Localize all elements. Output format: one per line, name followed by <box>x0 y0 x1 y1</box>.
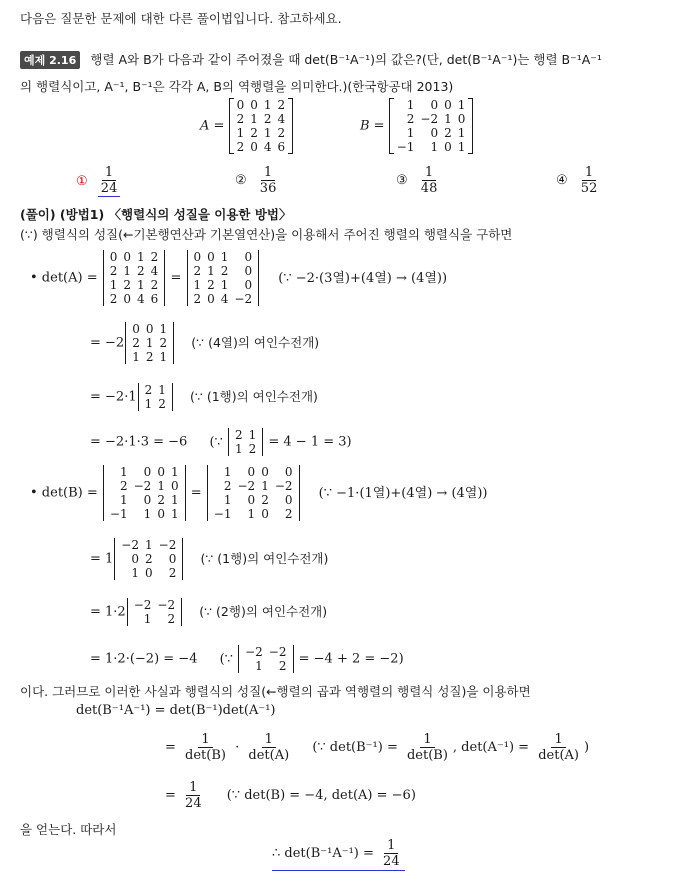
matrix-cell: 1 <box>247 507 256 521</box>
matrix-cell: 2 <box>207 278 215 292</box>
matrix-row <box>232 428 259 442</box>
choice-4-den: 52 <box>580 181 598 196</box>
final-num: 1 <box>384 838 398 854</box>
matrix-cell: 2 <box>278 659 287 673</box>
matrix-cell: 1 <box>220 278 229 292</box>
matrix-cell: 0 <box>261 507 269 521</box>
matrix-cell: 2 <box>132 336 140 350</box>
matrix-row <box>129 336 170 350</box>
matrix-cell: 2 <box>220 264 229 278</box>
matrix-cell: 2 <box>123 278 132 292</box>
matrix-row <box>131 612 178 626</box>
matrix-cell: 2 <box>284 507 293 521</box>
matrix-cell: 2 <box>137 264 145 278</box>
matrix-row <box>129 322 170 336</box>
matrix-cell: 1 <box>250 112 258 126</box>
matrix-cell: −2 <box>121 538 139 552</box>
matrix-cell: 2 <box>193 292 202 306</box>
eq3-note: (∵ det(B) = −4, det(A) = −6) <box>226 788 416 803</box>
matrix-cell: 1 <box>223 465 232 479</box>
example-badge: 예제 2.16 <box>20 51 80 69</box>
eq2-f1-num: 1 <box>198 732 212 748</box>
eq2-note-c: ) <box>583 740 590 755</box>
matrix-row <box>234 112 289 126</box>
matrix-B-label: B = <box>360 118 385 134</box>
detB-step4: = 1·2·(−2) = −4 <box>90 651 198 667</box>
detB-matrix-1 <box>102 465 187 521</box>
matrix-cell: 0 <box>247 465 256 479</box>
matrix-cell: 1 <box>119 465 128 479</box>
final-prefix: ∴ det(B⁻¹A⁻¹) = <box>272 846 374 861</box>
detB-note-1: (∵ −1·(1열)+(4열) → (4열)) <box>318 485 488 501</box>
matrix-cell: 1 <box>255 659 263 673</box>
matrix-row <box>211 465 296 479</box>
matrix-B-block <box>360 98 473 154</box>
choice-2-mark: ② <box>235 173 247 188</box>
detB-line-3 <box>90 598 327 626</box>
matrix-cell: 1 <box>143 612 152 626</box>
matrix-cell: 2 <box>145 350 154 364</box>
obtain-line: 을 얻는다. 따라서 <box>20 822 117 837</box>
matrix-cell: 0 <box>261 465 269 479</box>
matrix-cell: −2 <box>274 479 293 493</box>
matrix-cell: 0 <box>170 479 179 493</box>
matrix-cell: −2 <box>237 479 256 493</box>
matrix-cell: 6 <box>150 292 159 306</box>
matrix-cell: 1 <box>234 442 243 456</box>
detB-step2-prefix: = 1 <box>90 551 114 567</box>
matrix-row <box>191 250 256 264</box>
matrix-cell: 0 <box>193 250 202 264</box>
matrix-cell: 1 <box>132 350 140 364</box>
matrix-cell: 1 <box>145 336 154 350</box>
matrix-cell: 1 <box>248 428 257 442</box>
detA-matrix-4 <box>137 383 174 411</box>
eq2-f3-den: det(B) <box>406 748 448 763</box>
matrix-cell: 2 <box>236 140 245 154</box>
matrix-cell: 1 <box>430 140 439 154</box>
eq2-f3-num: 1 <box>420 732 434 748</box>
matrix-cell: 1 <box>119 493 128 507</box>
matrix-cell: −1 <box>396 140 415 154</box>
matrix-cell: 2 <box>277 126 286 140</box>
matrix-row <box>394 112 469 126</box>
matrix-row <box>211 493 296 507</box>
matrix-cell: 1 <box>457 126 466 140</box>
eq2-prefix: = <box>165 740 176 755</box>
matrix-cell: 6 <box>277 140 286 154</box>
matrix-cell: 0 <box>244 278 253 292</box>
matrix-cell: 1 <box>444 112 452 126</box>
matrix-row <box>107 493 182 507</box>
choice-2-num: 1 <box>261 165 275 181</box>
equation-2: = $\frac{1}{\det(B)}$ · $\frac{1}{\det(A)}$ (∵ det(B⁻¹) = $\frac{1}{\det(B)}$ , det(A⁻¹) = $\frac{1}{\det(A)}$ ) <box>165 732 590 763</box>
matrix-cell: −2 <box>133 479 152 493</box>
matrix-row <box>191 264 256 278</box>
matrix-cell: 2 <box>406 112 415 126</box>
eq3-den: 24 <box>185 796 202 811</box>
detA-note-1: (∵ −2·(3열)+(4열) → (4열)) <box>278 270 448 286</box>
final-answer <box>272 838 405 871</box>
matrix-cell: 2 <box>145 552 153 566</box>
matrix-row <box>142 397 169 411</box>
matrix-cell: 2 <box>109 264 118 278</box>
matrix-cell: 0 <box>244 264 253 278</box>
matrix-cell: 2 <box>150 250 159 264</box>
matrix-cell: 1 <box>157 479 165 493</box>
detB-note-4-pre: (∵ <box>219 651 233 667</box>
detB-line-4 <box>90 645 404 673</box>
detA-step4: = −2·1·3 = −6 <box>90 434 188 450</box>
choice-3-num: 1 <box>422 165 436 181</box>
matrix-cell: 1 <box>220 250 229 264</box>
matrix-row <box>242 659 289 673</box>
matrix-cell: 2 <box>261 493 269 507</box>
matrix-cell: 1 <box>159 322 168 336</box>
matrix-cell: 1 <box>193 278 202 292</box>
example-line-2: 의 행렬식이고, A⁻¹, B⁻¹은 각각 A, B의 역행렬을 의미한다.)(한국항공대 2013) <box>20 79 454 94</box>
detA-step3-prefix: = −2·1 <box>90 389 137 405</box>
matrix-cell: 0 <box>157 465 165 479</box>
matrix-row <box>234 140 289 154</box>
matrix-cell: 0 <box>145 566 153 580</box>
matrix-cell: 2 <box>223 479 232 493</box>
matrix-cell: 0 <box>123 292 132 306</box>
eq2-note-b: , det(A⁻¹) = <box>452 740 530 755</box>
matrix-cell: −2 <box>420 112 439 126</box>
matrix-row <box>129 350 170 364</box>
matrix-cell: 1 <box>261 479 269 493</box>
matrix-row <box>234 98 289 112</box>
detA-note-matrix <box>227 428 264 456</box>
matrix-cell: 1 <box>223 493 232 507</box>
matrix-row <box>211 507 296 521</box>
choice-3-mark: ③ <box>396 173 408 188</box>
matrix-cell: 1 <box>263 98 272 112</box>
matrix-cell: 2 <box>248 442 257 456</box>
matrix-cell: 1 <box>263 126 272 140</box>
matrix-cell: 2 <box>167 612 176 626</box>
detB-line-1: • det(B) = 1 0 0 1 2 −2 1 0 1 0 2 1 −1 1 0 1 = 1 0 0 0 2 −2 1 −2 1 0 2 0 −1 1 0 2 (∵ −1·(1열)+(4열) → (4열)) <box>30 465 488 521</box>
matrix-cell: 1 <box>457 140 466 154</box>
solution-because-line: (∵) 행렬식의 성질(←기본행연산과 기본열연산)을 이용해서 주어진 행렬의 행렬식을 구하면 <box>20 227 513 242</box>
matrix-cell: 1 <box>170 507 179 521</box>
eq2-f4-num: 1 <box>551 732 565 748</box>
matrix-cell: 1 <box>137 250 145 264</box>
eq3-prefix: = <box>165 788 176 803</box>
matrix-cell: 0 <box>207 250 215 264</box>
matrix-cell: 0 <box>143 493 152 507</box>
detA-line-1: • det(A) = 0 0 1 2 2 1 2 4 1 2 1 2 2 0 4 6 = 0 0 1 0 2 1 2 0 1 2 1 0 2 0 4 −2 (∵ −2·(3열)+(4열) → (4열)) <box>30 250 448 306</box>
matrix-cell: 2 <box>263 112 272 126</box>
matrix-B <box>389 98 474 154</box>
matrix-cell: 2 <box>159 336 168 350</box>
matrix-cell: 0 <box>236 98 245 112</box>
matrix-row <box>191 292 256 306</box>
matrix-row <box>191 278 256 292</box>
matrix-row <box>242 645 289 659</box>
example-line-1: 행렬 A와 B가 다음과 같이 주어졌을 때 det(B⁻¹A⁻¹)의 값은?(단, det(B⁻¹A⁻¹)는 행렬 B⁻¹A⁻¹ <box>90 52 602 67</box>
matrix-row <box>232 442 259 456</box>
matrix-cell: 2 <box>168 566 177 580</box>
equation-1: det(B⁻¹A⁻¹) = det(B⁻¹)det(A⁻¹) <box>76 703 276 718</box>
matrix-cell: −2 <box>234 292 253 306</box>
matrix-cell: 0 <box>131 552 139 566</box>
matrix-cell: 0 <box>444 98 452 112</box>
matrix-cell: 0 <box>284 493 293 507</box>
matrix-cell: 0 <box>168 552 177 566</box>
choice-1-den: 24 <box>100 181 118 196</box>
matrix-cell: 4 <box>263 140 272 154</box>
matrix-cell: 2 <box>236 112 245 126</box>
eq2-f4-den: det(A) <box>538 748 579 763</box>
matrix-cell: 0 <box>430 126 439 140</box>
matrix-cell: 0 <box>207 292 215 306</box>
matrix-row <box>107 292 162 306</box>
matrix-cell: −2 <box>157 598 176 612</box>
matrix-cell: 1 <box>236 126 245 140</box>
matrix-row <box>107 479 182 493</box>
matrix-cell: −2 <box>268 645 287 659</box>
solution-heading: (풀이) (방법1) 〈행렬식의 성질을 이용한 방법〉 <box>20 207 292 222</box>
eq3-num: 1 <box>186 780 200 796</box>
matrix-cell: 2 <box>150 278 159 292</box>
matrix-cell: 0 <box>132 322 140 336</box>
matrix-cell: 4 <box>220 292 229 306</box>
matrix-cell: 1 <box>145 538 153 552</box>
choice-4-num: 1 <box>582 165 596 181</box>
matrix-cell: 1 <box>158 383 166 397</box>
matrix-cell: 4 <box>277 112 286 126</box>
example-header <box>20 50 602 69</box>
matrix-row <box>107 278 162 292</box>
matrix-cell: 2 <box>250 126 258 140</box>
eq2-f1-den: det(B) <box>185 748 226 763</box>
conclusion-line: 이다. 그러므로 이러한 사실과 행렬식의 성질(←행렬의 곱과 역행렬의 행렬식 성질)을 이용하면 <box>20 684 531 699</box>
detA-matrix-1 <box>102 250 167 306</box>
matrix-cell: 0 <box>244 250 253 264</box>
choice-1[interactable] <box>76 165 122 197</box>
detB-line-2 <box>90 538 328 580</box>
detB-note-4-post: = −4 + 2 = −2) <box>298 651 404 667</box>
detA-note-4-pre: (∵ <box>209 434 223 450</box>
matrix-cell: 2 <box>158 397 166 411</box>
final-den: 24 <box>383 854 400 869</box>
matrix-row <box>234 126 289 140</box>
matrix-cell: 0 <box>284 465 293 479</box>
equation-3 <box>165 780 416 811</box>
choice-2-den: 36 <box>259 181 277 196</box>
matrix-cell: 2 <box>277 98 286 112</box>
matrix-cell: 1 <box>137 278 145 292</box>
detB-step3-prefix: = 1·2 <box>90 604 126 620</box>
matrix-cell: 0 <box>444 140 452 154</box>
matrix-cell: 1 <box>170 465 179 479</box>
choice-3-den: 48 <box>420 181 438 196</box>
matrix-cell: 4 <box>137 292 145 306</box>
eq2-f2-den: det(A) <box>248 748 290 763</box>
matrix-cell: 1 <box>457 98 466 112</box>
matrix-cell: 2 <box>109 292 118 306</box>
detA-matrix-3 <box>124 322 175 364</box>
matrix-cell: 0 <box>109 250 118 264</box>
matrix-cell: 0 <box>247 493 256 507</box>
matrix-cell: −2 <box>133 598 152 612</box>
detA-matrix-2 <box>186 250 261 306</box>
eq2-note-a: (∵ det(B⁻¹) = <box>312 740 398 755</box>
matrix-row <box>142 383 169 397</box>
matrix-cell: 1 <box>109 278 118 292</box>
detB-note-2: (∵ (1행)의 여인수전개) <box>200 550 329 566</box>
matrix-row <box>118 538 179 552</box>
matrix-cell: −1 <box>213 507 232 521</box>
detA-note-4-post: = 4 − 1 = 3) <box>268 434 352 450</box>
detB-note-3: (∵ (2행)의 여인수전개) <box>199 603 328 619</box>
matrix-cell: 2 <box>234 428 243 442</box>
detB-note-matrix <box>237 645 294 673</box>
detB-matrix-2 <box>206 465 301 521</box>
matrix-row <box>107 264 162 278</box>
matrix-row <box>107 250 162 264</box>
choice-1-mark: ① <box>76 173 88 189</box>
detA-line-3 <box>90 383 318 411</box>
detA-line-2 <box>90 322 319 364</box>
matrix-cell: 0 <box>157 507 165 521</box>
matrix-row <box>394 140 469 154</box>
detA-step2-prefix: = −2 <box>90 335 125 351</box>
matrix-cell: −2 <box>158 538 177 552</box>
choice-2[interactable] <box>235 165 281 196</box>
matrix-cell: 0 <box>145 322 154 336</box>
matrix-A-label: A = <box>200 118 225 134</box>
matrix-cell: −1 <box>109 507 128 521</box>
matrix-cell: 0 <box>143 465 152 479</box>
choice-4-mark: ④ <box>556 173 568 188</box>
detA-note-2: (∵ (4열)의 여인수전개) <box>191 334 320 350</box>
matrix-cell: 1 <box>143 507 152 521</box>
choice-3[interactable] <box>396 165 442 196</box>
matrix-row <box>118 552 179 566</box>
matrix-cell: 4 <box>150 264 159 278</box>
matrix-cell: 1 <box>123 264 132 278</box>
matrix-cell: −2 <box>245 645 263 659</box>
matrix-cell: 2 <box>193 264 202 278</box>
matrix-cell: 2 <box>144 383 153 397</box>
intro-text: 다음은 질문한 문제에 대한 다른 풀이법입니다. 참고하세요. <box>20 11 342 26</box>
matrix-cell: 1 <box>207 264 215 278</box>
detB-matrix-4 <box>126 598 183 626</box>
matrix-cell: 0 <box>250 140 258 154</box>
detA-line-4 <box>90 428 352 456</box>
matrix-cell: 0 <box>457 112 466 126</box>
matrix-cell: 1 <box>170 493 179 507</box>
matrix-cell: 1 <box>406 98 415 112</box>
matrix-row <box>131 598 178 612</box>
matrix-A <box>229 98 294 154</box>
matrix-cell: 1 <box>159 350 168 364</box>
matrix-cell: 1 <box>144 397 153 411</box>
choice-4[interactable] <box>556 165 602 196</box>
matrix-cell: 2 <box>444 126 452 140</box>
matrix-cell: 1 <box>406 126 415 140</box>
matrix-row <box>118 566 179 580</box>
detB-label: • det(B) = <box>30 485 98 501</box>
eq2-f2-num: 1 <box>262 732 276 748</box>
matrix-row <box>394 126 469 140</box>
matrix-cell: 2 <box>119 479 128 493</box>
choice-1-num: 1 <box>102 165 116 181</box>
matrix-cell: 0 <box>123 250 132 264</box>
matrix-row <box>211 479 296 493</box>
matrix-cell: 1 <box>131 566 139 580</box>
matrix-cell: 2 <box>157 493 165 507</box>
matrix-cell: 0 <box>250 98 258 112</box>
detA-note-3: (∵ (1행)의 여인수전개) <box>190 388 318 404</box>
detB-matrix-3 <box>113 538 184 580</box>
matrix-cell: 0 <box>430 98 439 112</box>
matrix-row <box>394 98 469 112</box>
matrix-A-block <box>200 98 293 154</box>
matrix-row <box>107 465 182 479</box>
matrix-row <box>107 507 182 521</box>
detA-label: • det(A) = <box>30 270 98 286</box>
